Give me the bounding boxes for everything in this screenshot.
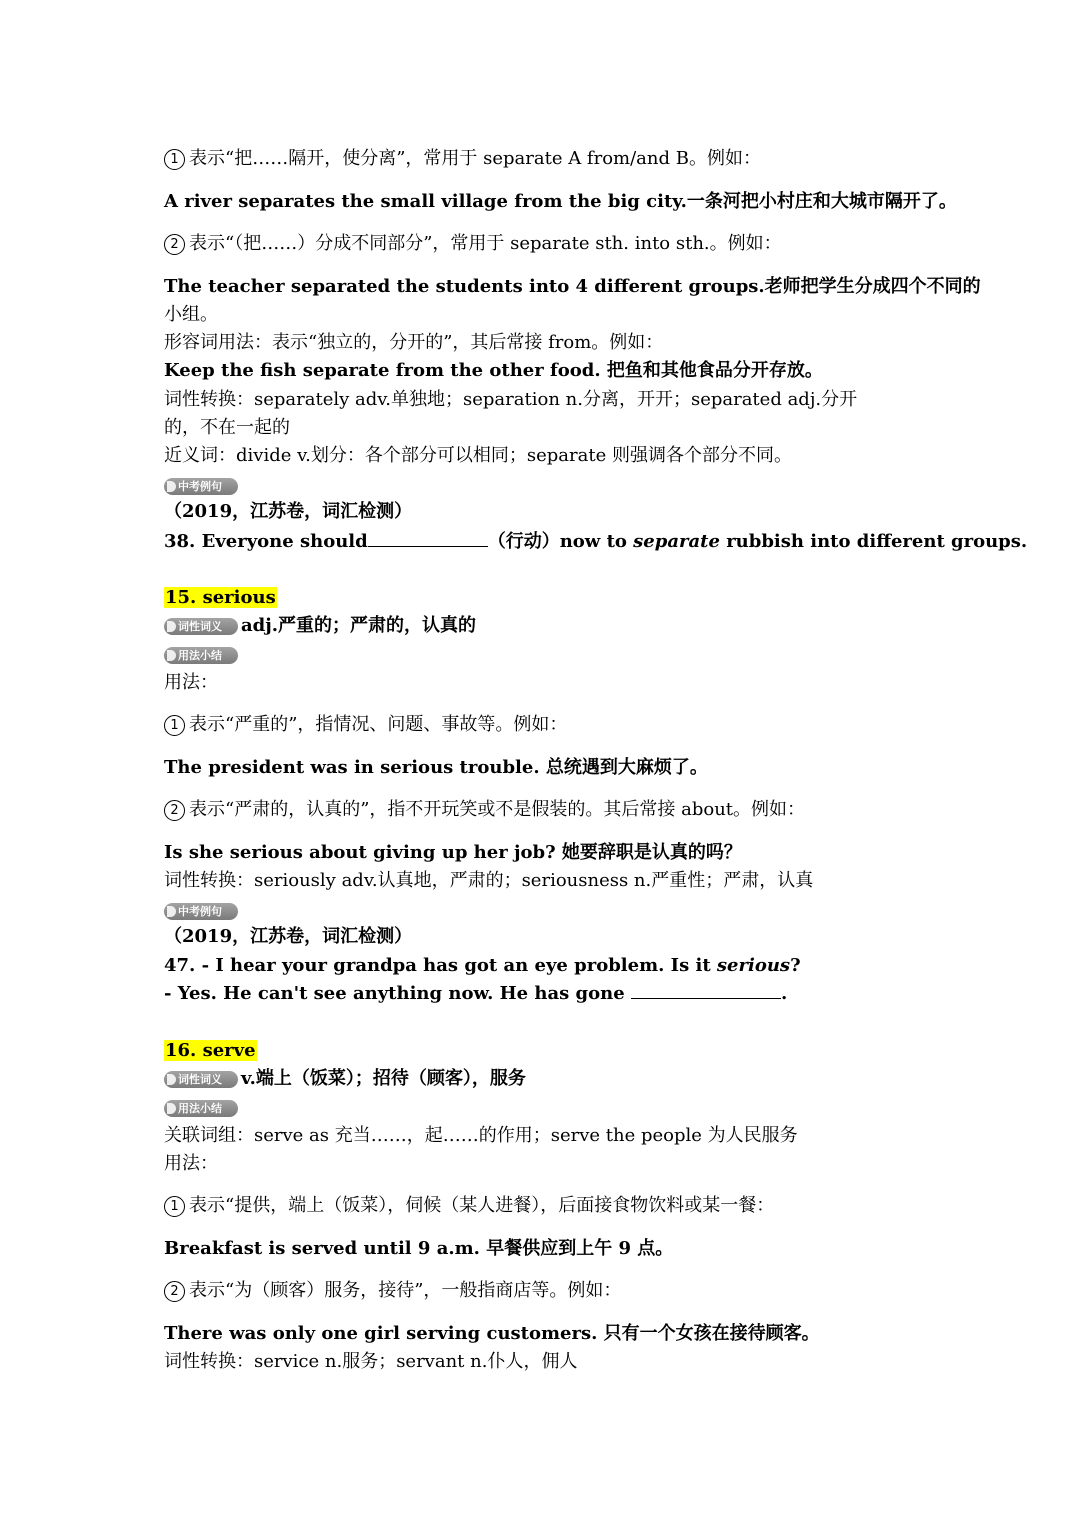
usage-badge: 用法小结	[164, 1100, 238, 1117]
serious-usage-label: 用法：	[164, 672, 218, 693]
separate-usage-1	[164, 147, 761, 171]
word-heading: 15. serious	[165, 587, 276, 608]
serious-question-47	[164, 954, 801, 978]
separate-synonym: 近义词：divide v.划分：各个部分可以相同；separate 则强调各个部分不同。	[164, 445, 792, 466]
separate-conversion-cont: 的，不在一起的	[164, 417, 290, 438]
serve-heading-row	[164, 1039, 257, 1063]
serious-usage-badge-row	[164, 643, 241, 667]
serious-conversion: 词性转换：seriously adv.认真地，严肃的；seriousness n.严重性；严肃，认真	[164, 870, 814, 891]
separate-example-2-cont: 小组。	[164, 304, 218, 325]
serious-question-47-reply	[164, 982, 787, 1006]
separate-example-2: The teacher separated the students into 4 different groups.老师把学生分成四个不同的	[164, 276, 981, 297]
circled-number: 1	[164, 1196, 185, 1217]
serve-conversion: 词性转换：service n.服务；servant n.仆人，佣人	[164, 1351, 578, 1372]
separate-question-38	[164, 530, 1027, 554]
circled-number: 2	[164, 1281, 185, 1302]
question-text: .	[780, 983, 788, 1004]
serious-exam-badge-row	[164, 899, 241, 923]
serve-example-2: There was only one girl serving customers. 只有一个女孩在接待顾客。	[164, 1323, 820, 1344]
serious-usage-2	[164, 798, 805, 822]
circled-number: 2	[164, 234, 185, 255]
question-text: rubbish into different groups.	[719, 531, 1028, 552]
separate-source: （2019，江苏卷，词汇检测）	[164, 501, 413, 522]
exam-example-badge: 中考例句	[164, 478, 238, 495]
usage-text: 表示“把……隔开，使分离”，常用于 separate A from/and B。例如：	[189, 148, 761, 169]
serious-meaning-row	[164, 614, 476, 638]
circled-number: 1	[164, 715, 185, 736]
separate-usage-2	[164, 232, 782, 256]
separate-adj-usage: 形容词用法：表示“独立的，分开的”，其后常接 from。例如：	[164, 332, 664, 353]
serious-heading-row	[164, 586, 277, 610]
usage-text: 表示“为（顾客）服务，接待”，一般指商店等。例如：	[189, 1280, 622, 1301]
usage-badge: 用法小结	[164, 647, 238, 664]
usage-text: 表示“（把……）分成不同部分”，常用于 separate sth. into sth.。例如：	[189, 233, 782, 254]
meaning-badge: 词性词义	[164, 618, 238, 635]
circled-number: 2	[164, 800, 185, 821]
separate-example-1: A river separates the small village from the big city.一条河把小村庄和大城市隔开了。	[164, 191, 957, 212]
usage-text: 表示“严重的”，指情况、问题、事故等。例如：	[189, 714, 568, 735]
separate-adj-example: Keep the fish separate from the other food. 把鱼和其他食品分开存放。	[164, 360, 823, 381]
usage-text: 表示“提供，端上（饭菜），伺候（某人进餐），后面接食物饮料或某一餐：	[189, 1195, 775, 1216]
serve-example-1: Breakfast is served until 9 a.m. 早餐供应到上午 9 点。	[164, 1238, 674, 1259]
question-text: - Yes. He can't see anything now. He has gone	[164, 983, 631, 1004]
serious-example-1: The president was in serious trouble. 总统遇到大麻烦了。	[164, 757, 708, 778]
separate-exam-badge-row	[164, 474, 241, 498]
serve-usage-1	[164, 1194, 774, 1218]
question-text: 38. Everyone should	[164, 531, 368, 552]
answer-blank[interactable]	[368, 530, 488, 547]
question-text: ?	[790, 955, 801, 976]
serious-example-2: Is she serious about giving up her job? 她要辞职是认真的吗？	[164, 842, 742, 863]
serious-source: （2019，江苏卷，词汇检测）	[164, 926, 413, 947]
word-heading: 16. serve	[165, 1040, 256, 1061]
answer-blank[interactable]	[631, 982, 781, 999]
serve-usage-2	[164, 1279, 621, 1303]
meaning-badge: 词性词义	[164, 1071, 238, 1088]
serious-usage-1	[164, 713, 567, 737]
meaning-text: v.端上（饭菜）；招待（顾客），服务	[241, 1068, 526, 1089]
question-keyword: separate	[633, 531, 720, 552]
serve-usage-badge-row	[164, 1096, 241, 1120]
separate-conversion: 词性转换：separately adv.单独地；separation n.分离，开开；separated adj.分开	[164, 389, 858, 410]
meaning-text: adj.严重的；严肃的，认真的	[241, 615, 477, 636]
circled-number: 1	[164, 149, 185, 170]
usage-text: 表示“严肃的，认真的”，指不开玩笑或不是假装的。其后常接 about。例如：	[189, 799, 806, 820]
serve-phrases: 关联词组：serve as 充当……，起……的作用；serve the people 为人民服务	[164, 1125, 798, 1146]
question-keyword: serious	[716, 955, 791, 976]
question-text: （行动）now to	[487, 531, 634, 552]
question-text: 47. - I hear your grandpa has got an eye problem. Is it	[164, 955, 717, 976]
exam-example-badge: 中考例句	[164, 903, 238, 920]
serve-usage-label: 用法：	[164, 1153, 218, 1174]
serve-meaning-row	[164, 1067, 526, 1091]
